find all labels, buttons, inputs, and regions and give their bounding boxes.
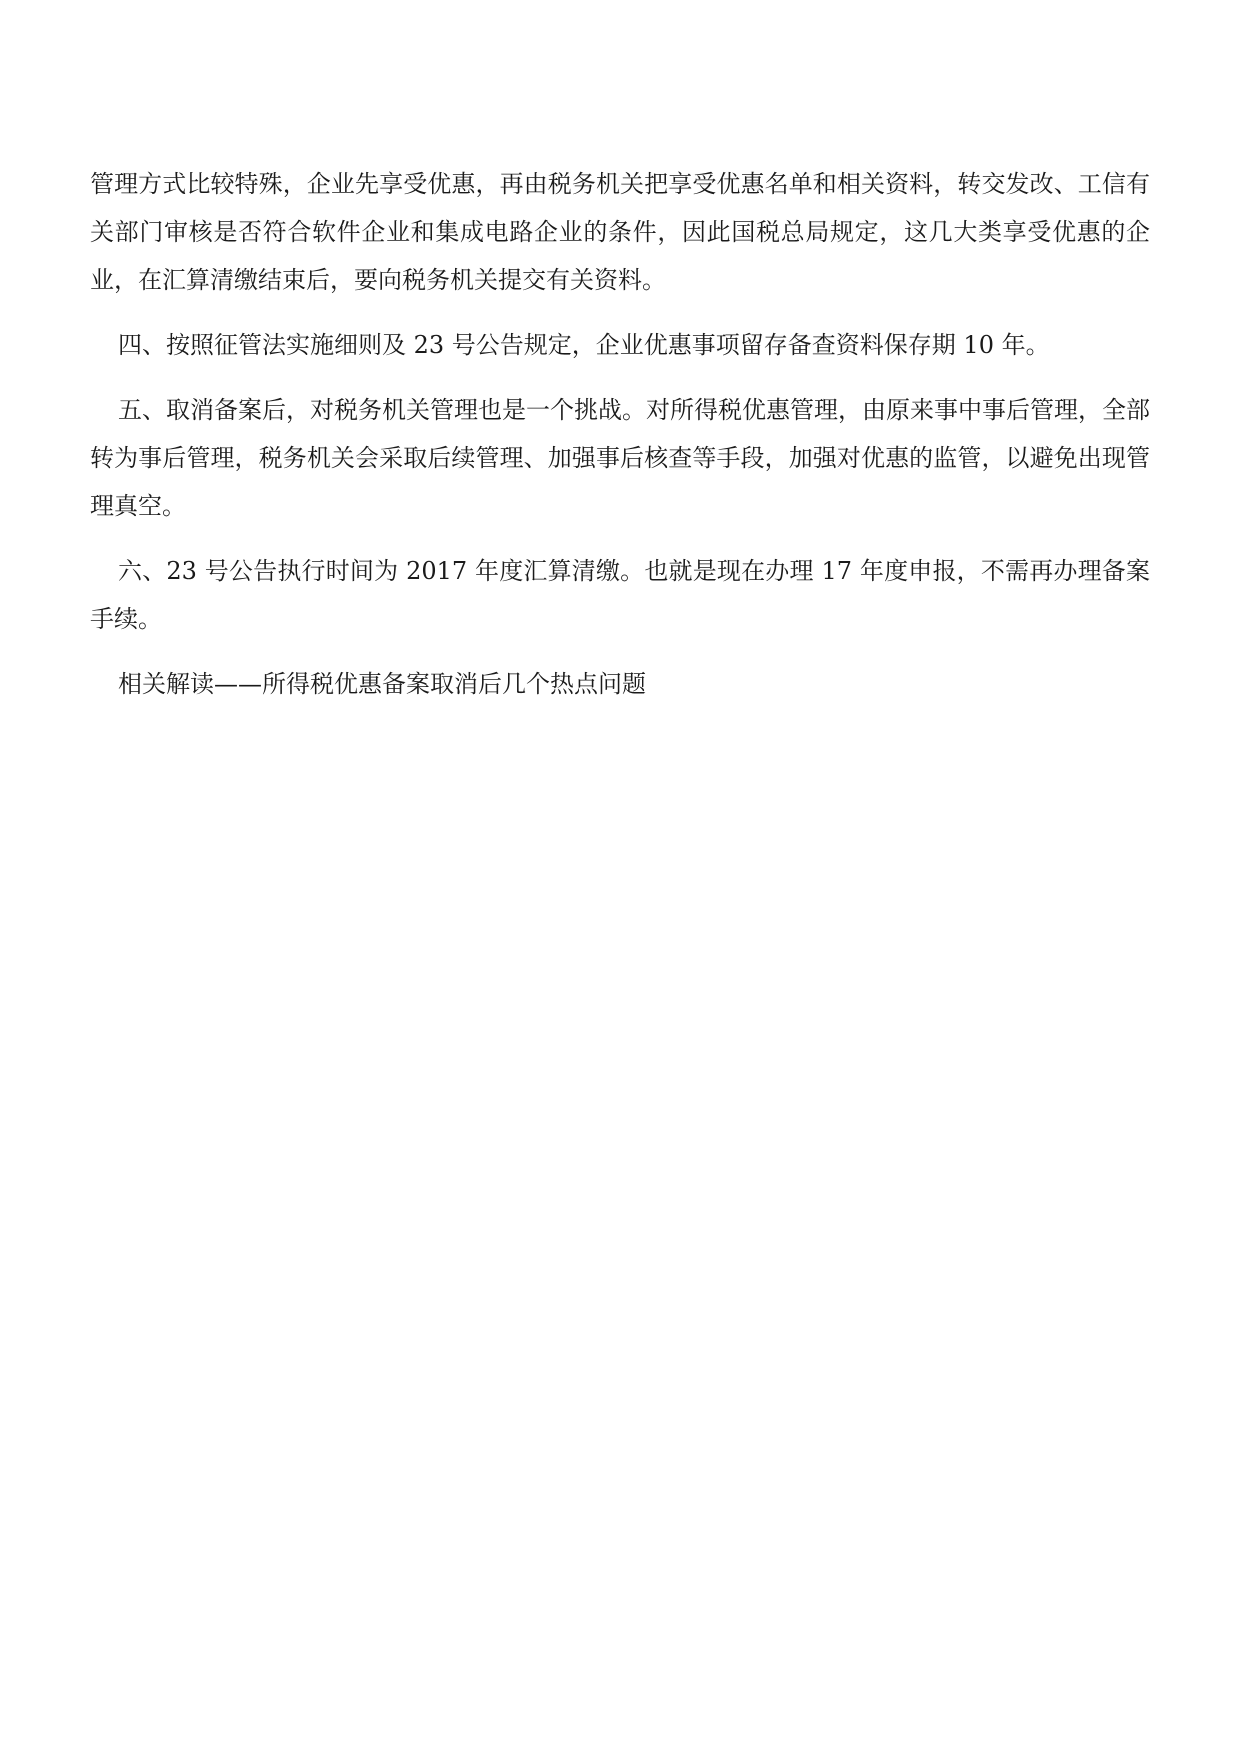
document-body (90, 160, 1150, 725)
paragraph-item-five: 五、取消备案后，对税务机关管理也是一个挑战。对所得税优惠管理，由原来事中事后管理，全部转为事后管理，税务机关会采取后续管理、加强事后核查等手段，加强对优惠的监管，以避免出现管理真空。 (90, 396, 1150, 520)
paragraph-item-four: 四、按照征管法实施细则及 23 号公告规定，企业优惠事项留存备查资料保存期 10 年。 (118, 331, 1050, 359)
related-reading-line: 相关解读——所得税优惠备案取消后几个热点问题 (118, 670, 646, 698)
paragraph-continued: 管理方式比较特殊，企业先享受优惠，再由税务机关把享受优惠名单和相关资料，转交发改、工信有关部门审核是否符合软件企业和集成电路企业的条件，因此国税总局规定，这几大类享受优惠的企业，在汇算清缴结束后，要向税务机关提交有关资料。 (90, 170, 1150, 294)
paragraph-item-six: 六、23 号公告执行时间为 2017 年度汇算清缴。也就是现在办理 17 年度申报，不需再办理备案手续。 (90, 557, 1150, 633)
